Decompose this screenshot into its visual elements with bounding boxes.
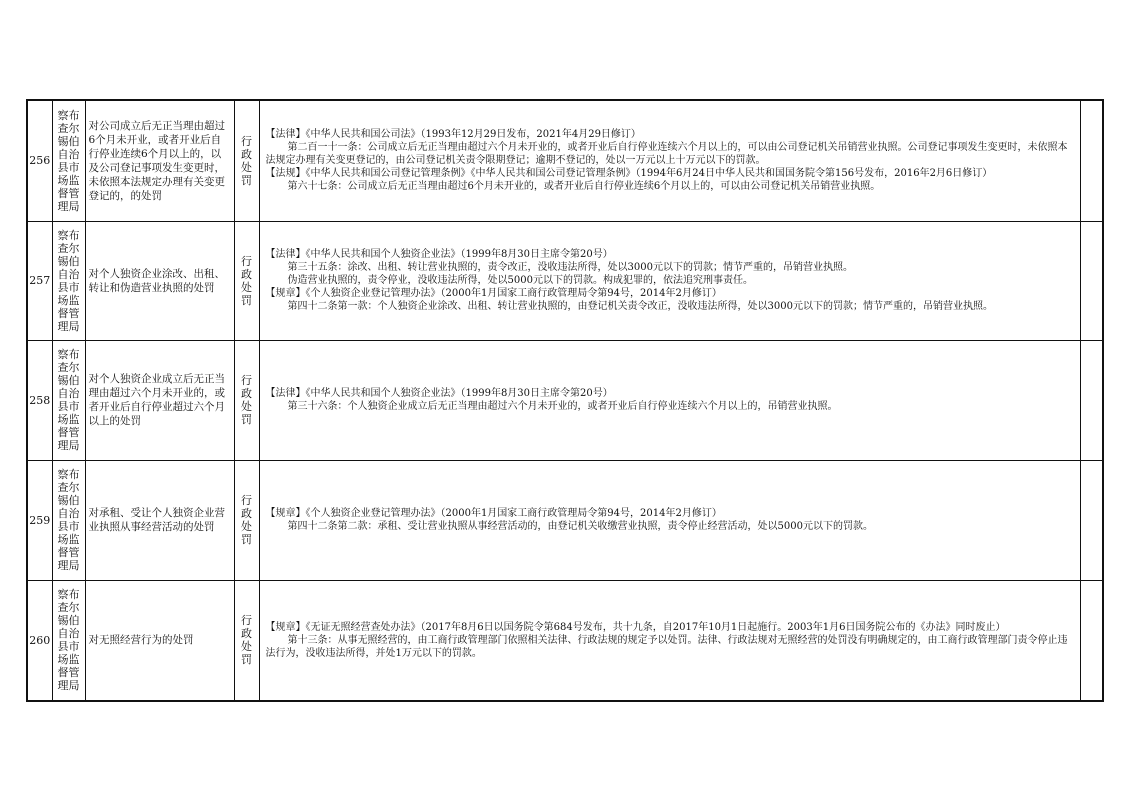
row-number: 257 bbox=[27, 221, 52, 340]
table-body bbox=[27, 100, 1103, 701]
legal-article: 第四十二条第二款：承租、受让营业执照从事经营活动的，由登记机关收缴营业执照，责令停止经营活动，处以5000元以下的罚款。 bbox=[287, 521, 873, 532]
legal-basis bbox=[259, 221, 1080, 340]
legal-source: 【法律】《中华人民共和国个人独资企业法》（1999年8月30日主席令第20号） bbox=[265, 388, 613, 399]
legal-article: 第三十五条：涂改、出租、转让营业执照的，责令改正，没收违法所得，处以3000元以下的罚款；情节严重的，吊销营业执照。 bbox=[287, 262, 853, 273]
table-row bbox=[27, 580, 1103, 701]
table-row bbox=[27, 221, 1103, 340]
legal-article: 伪造营业执照的，责令停业，没收违法所得，处以5000元以下的罚款。构成犯罪的，依法追究刑事责任。 bbox=[287, 275, 753, 286]
row-number: 258 bbox=[27, 340, 52, 460]
penalty-item: 对个人独资企业涂改、出租、转让和伪造营业执照的处罚 bbox=[85, 221, 234, 340]
remarks-cell bbox=[1080, 100, 1103, 221]
penalty-type: 行政处罚 bbox=[241, 374, 252, 426]
department-name: 察布查尔锡伯自治县市场监督管理局 bbox=[57, 348, 80, 452]
penalty-item: 对承租、受让个人独资企业营业执照从事经营活动的处罚 bbox=[85, 460, 234, 580]
legal-basis bbox=[259, 100, 1080, 221]
penalty-type-cell bbox=[234, 340, 259, 460]
penalty-type-cell bbox=[234, 580, 259, 701]
department-cell bbox=[52, 100, 85, 221]
remarks-cell bbox=[1080, 580, 1103, 701]
penalty-type: 行政处罚 bbox=[241, 254, 252, 307]
penalty-item: 对无照经营行为的处罚 bbox=[85, 580, 234, 701]
row-number: 260 bbox=[27, 580, 52, 701]
legal-basis bbox=[259, 580, 1080, 701]
remarks-cell bbox=[1080, 460, 1103, 580]
table-row bbox=[27, 460, 1103, 580]
department-name: 察布查尔锡伯自治县市场监督管理局 bbox=[57, 468, 80, 572]
legal-article: 第十三条：从事无照经营的，由工商行政管理部门依照相关法律、行政法规的规定予以处罚。法律、行政法规对无照经营的处罚没有明确规定的，由工商行政管理部门责令停止违法行为，没收违法所得，并处1万元以下的罚款。 bbox=[265, 634, 1068, 659]
remarks-cell bbox=[1080, 340, 1103, 460]
legal-basis bbox=[259, 340, 1080, 460]
legal-source: 【法律】《中华人民共和国公司法》（1993年12月29日发布，2021年4月29日修订） bbox=[265, 129, 641, 141]
department-name: 察布查尔锡伯自治县市场监督管理局 bbox=[57, 108, 80, 213]
legal-article: 第三十六条：个人独资企业成立后无正当理由超过六个月未开业的，或者开业后自行停业连续六个月以上的，吊销营业执照。 bbox=[287, 401, 838, 412]
legal-article: 第二百一十一条：公司成立后无正当理由超过六个月未开业的，或者开业后自行停业连续六个月以上的，可以由公司登记机关吊销营业执照。公司登记事项发生变更时，未依照本法规定办理有关变更登记的，由公司登记机关责令限期登记；逾期不登记的，处以一万元以上十万元以下的罚款。 bbox=[265, 142, 1068, 167]
legal-source: 【规章】《个人独资企业登记管理办法》（2000年1月国家工商行政管理局令第94号，2014年2月修订） bbox=[265, 508, 722, 519]
penalty-item: 对公司成立后无正当理由超过6个月未开业，或者开业后自行停业连续6个月以上的，以及公司登记事项发生变更时，未依照本法规定办理有关变更登记的，的处罚 bbox=[85, 100, 234, 221]
penalty-type-cell bbox=[234, 460, 259, 580]
penalty-type-cell bbox=[234, 221, 259, 340]
legal-source: 【法律】《中华人民共和国个人独资企业法》（1999年8月30日主席令第20号） bbox=[265, 249, 613, 260]
department-cell bbox=[52, 221, 85, 340]
legal-article: 第四十二条第一款：个人独资企业涂改、出租、转让营业执照的，由登记机关责令改正，没收违法所得，处以3000元以下的罚款；情节严重的，吊销营业执照。 bbox=[287, 301, 993, 312]
legal-basis bbox=[259, 460, 1080, 580]
row-number: 259 bbox=[27, 460, 52, 580]
department-name: 察布查尔锡伯自治县市场监督管理局 bbox=[57, 588, 80, 693]
legal-source: 【法规】《中华人民共和国公司登记管理条例》《中华人民共和国公司登记管理条例》（1994年6月24日中华人民共和国国务院令第156号发布，2016年2月6日修订） bbox=[265, 168, 993, 180]
department-cell bbox=[52, 340, 85, 460]
department-cell bbox=[52, 460, 85, 580]
remarks-cell bbox=[1080, 221, 1103, 340]
penalty-type: 行政处罚 bbox=[241, 614, 252, 667]
table-row bbox=[27, 100, 1103, 221]
penalty-table bbox=[26, 99, 1104, 702]
department-cell bbox=[52, 580, 85, 701]
table-row bbox=[27, 340, 1103, 460]
legal-source: 【规章】《无证无照经营查处办法》（2017年8月6日以国务院令第684号发布，共十九条，自2017年10月1日起施行。2003年1月6日国务院公布的《办法》同时废止） bbox=[265, 621, 1006, 633]
penalty-type-cell bbox=[234, 100, 259, 221]
legal-article: 第六十七条：公司成立后无正当理由超过6个月未开业的，或者开业后自行停业连续6个月以上的，可以由公司登记机关吊销营业执照。 bbox=[287, 181, 881, 193]
penalty-type: 行政处罚 bbox=[241, 494, 252, 546]
penalty-type: 行政处罚 bbox=[241, 134, 252, 187]
legal-source: 【规章】《个人独资企业登记管理办法》（2000年1月国家工商行政管理局令第94号，2014年2月修订） bbox=[265, 288, 722, 299]
penalty-item: 对个人独资企业成立后无正当理由超过六个月未开业的，或者开业后自行停业超过六个月以上的处罚 bbox=[85, 340, 234, 460]
row-number: 256 bbox=[27, 100, 52, 221]
department-name: 察布查尔锡伯自治县市场监督管理局 bbox=[57, 228, 80, 333]
